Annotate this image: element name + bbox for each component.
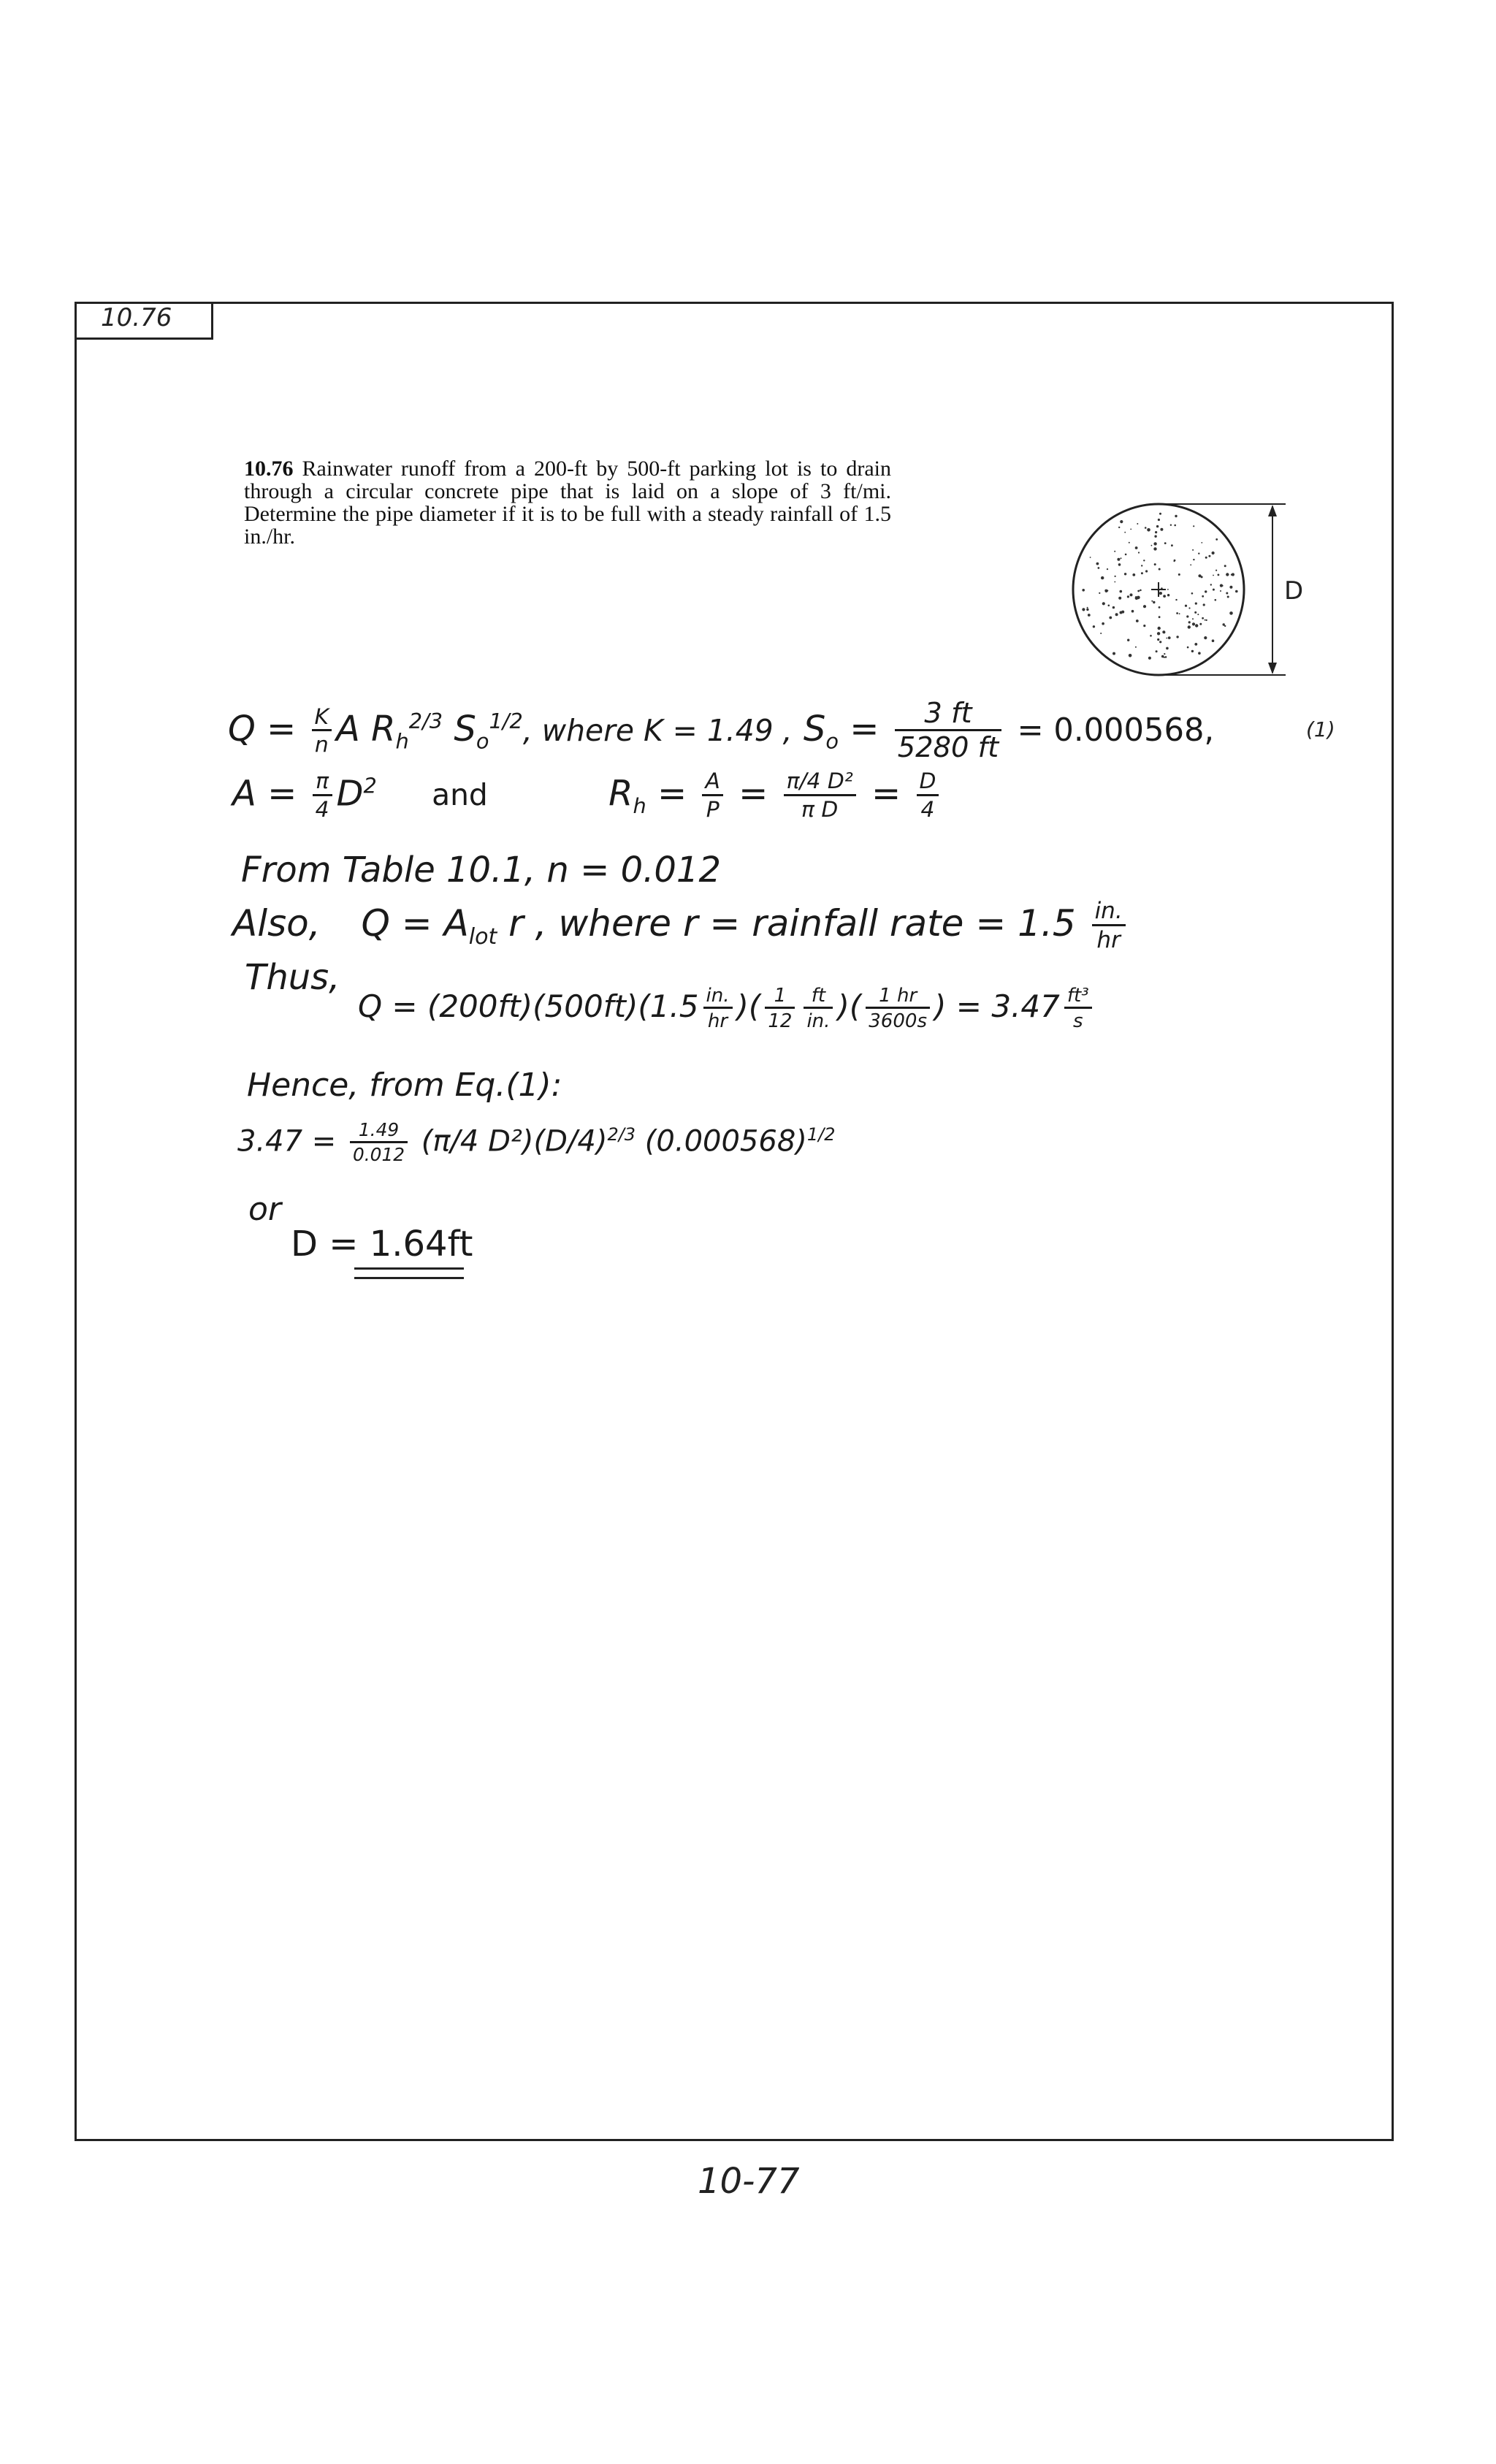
- problem-statement: [244, 457, 891, 548]
- r-den: s: [1064, 1007, 1092, 1031]
- speckle: [1213, 575, 1214, 576]
- speckle: [1229, 611, 1233, 615]
- final-answer: D = 1.64ft: [291, 1224, 473, 1265]
- speckle: [1102, 602, 1105, 605]
- equation-line-5: [358, 986, 1096, 1031]
- speckle: [1198, 574, 1201, 577]
- u2-den: 12: [765, 1007, 795, 1031]
- big-den: π D: [784, 794, 856, 821]
- speckle: [1129, 542, 1130, 543]
- speckle: [1102, 622, 1104, 625]
- speckle: [1188, 621, 1191, 623]
- speckle: [1187, 646, 1189, 649]
- speckle: [1218, 574, 1220, 576]
- speckle: [1082, 608, 1085, 611]
- speckle: [1120, 590, 1123, 593]
- speckle: [1188, 625, 1191, 628]
- speckle: [1151, 545, 1153, 546]
- speckle: [1194, 611, 1197, 614]
- speckle: [1199, 623, 1202, 625]
- speckle: [1143, 560, 1145, 561]
- paren-mid-1: )(: [736, 988, 761, 1025]
- c-den: 0.012: [350, 1141, 408, 1164]
- speckle: [1143, 605, 1146, 608]
- speckle: [1193, 559, 1194, 560]
- speckle: [1210, 584, 1212, 585]
- speckle: [1157, 632, 1160, 635]
- answer-double-underline: [354, 1267, 464, 1279]
- speckle: [1156, 525, 1159, 527]
- speckle: [1125, 554, 1127, 556]
- k-den: n: [312, 729, 332, 756]
- unit-num: in.: [1094, 898, 1123, 924]
- speckle: [1120, 520, 1123, 523]
- speckle: [1220, 590, 1221, 592]
- speckle: [1226, 592, 1228, 595]
- so-sub: o: [825, 728, 839, 754]
- speckle: [1114, 581, 1115, 583]
- speckle: [1127, 639, 1129, 641]
- rh2-sub: h: [633, 793, 646, 818]
- r-num: ft³: [1066, 985, 1089, 1007]
- speckle: [1159, 513, 1161, 515]
- speckle: [1153, 542, 1156, 545]
- speckle: [1198, 553, 1199, 554]
- speckle: [1164, 653, 1165, 655]
- paren-mid-2: )(: [837, 988, 862, 1025]
- r-where: r , where r = rainfall rate = 1.5: [508, 902, 1076, 945]
- speckle: [1198, 652, 1201, 655]
- speckle: [1096, 562, 1099, 565]
- d2: D: [336, 773, 364, 815]
- a-over-p: [702, 768, 722, 823]
- speckle: [1192, 549, 1194, 551]
- speckle: [1192, 618, 1194, 619]
- and-word: and: [432, 777, 488, 813]
- speckle: [1221, 585, 1223, 587]
- speckle: [1174, 525, 1176, 527]
- speckle: [1159, 592, 1162, 595]
- speckle: [1205, 619, 1206, 621]
- speckle: [1175, 515, 1177, 517]
- speckle: [1202, 595, 1204, 598]
- speckle: [1224, 625, 1226, 627]
- speckle: [1213, 589, 1215, 591]
- speckle: [1203, 603, 1205, 606]
- speckle: [1118, 597, 1121, 600]
- speckle: [1178, 573, 1180, 576]
- speckle: [1147, 528, 1150, 532]
- rh-lhs: R: [608, 773, 633, 815]
- speckle: [1191, 650, 1194, 652]
- flow-result: ) = 3.47: [934, 988, 1060, 1025]
- speckle: [1164, 542, 1167, 544]
- k-over-n: [312, 703, 332, 758]
- speckle: [1115, 613, 1118, 616]
- speckle: [1205, 590, 1207, 592]
- speckle: [1148, 657, 1151, 660]
- thus-word: Thus,: [245, 957, 340, 998]
- rh-sub: h: [395, 728, 409, 754]
- so-fraction: [895, 697, 1001, 765]
- speckle: [1124, 532, 1126, 533]
- speckle: [1087, 607, 1088, 609]
- speckle: [1208, 555, 1210, 557]
- speckle: [1113, 652, 1115, 655]
- u1-num: in.: [706, 985, 730, 1007]
- also-word: Also,: [232, 902, 321, 945]
- speckle: [1143, 625, 1145, 627]
- eq1: =: [657, 773, 687, 815]
- speckle: [1165, 656, 1167, 658]
- slope-term-exp: 1/2: [806, 1124, 836, 1145]
- or-word: or: [248, 1191, 282, 1228]
- speckle: [1212, 552, 1215, 554]
- c-num: 1.49: [358, 1119, 400, 1140]
- speckle: [1185, 605, 1187, 607]
- speckle: [1137, 523, 1138, 525]
- speckle: [1145, 527, 1147, 529]
- speckle: [1108, 605, 1110, 607]
- so-lhs: S: [803, 708, 826, 750]
- speckle: [1161, 655, 1164, 658]
- so-value: = 0.000568,: [1017, 712, 1215, 749]
- speckle: [1166, 638, 1167, 639]
- speckle: [1118, 563, 1121, 566]
- equation-line-3: From Table 10.1, n = 0.012: [241, 850, 721, 890]
- d-over-4: [917, 768, 939, 823]
- speckle: [1124, 573, 1126, 575]
- u1-den: hr: [703, 1007, 733, 1031]
- equation-line-1: [228, 697, 1215, 765]
- speckle: [1197, 614, 1199, 615]
- speckle: [1154, 563, 1156, 565]
- so-eq: =: [850, 708, 879, 750]
- speckle: [1156, 650, 1158, 652]
- speckle: [1176, 636, 1178, 638]
- speckle: [1118, 527, 1120, 528]
- speckle: [1113, 606, 1115, 609]
- speckle: [1167, 594, 1169, 596]
- speckle: [1227, 596, 1229, 598]
- speckle: [1192, 622, 1195, 625]
- q-eq-alot: Q = A: [361, 902, 469, 945]
- speckle: [1188, 607, 1190, 609]
- thus-word-line: [245, 957, 340, 998]
- speckle: [1175, 599, 1177, 600]
- speckle: [1204, 636, 1207, 639]
- speckle: [1137, 590, 1140, 592]
- pi4-den: 4: [313, 794, 332, 821]
- speckle: [1164, 631, 1166, 633]
- speckle: [1159, 641, 1161, 643]
- speckle: [1150, 635, 1152, 637]
- u4-num: 1 hr: [879, 985, 917, 1007]
- speckle: [1129, 654, 1132, 657]
- speckle: [1093, 625, 1095, 628]
- speckle: [1168, 636, 1171, 639]
- pi-over-4: [313, 768, 332, 823]
- eq3: =: [871, 773, 901, 815]
- speckle: [1130, 529, 1131, 530]
- a-rh: A R: [336, 708, 396, 750]
- speckle: [1090, 557, 1091, 558]
- dimension-label: D: [1284, 576, 1304, 606]
- speckle: [1174, 560, 1176, 562]
- u3-frac: [804, 986, 833, 1031]
- speckle: [1194, 643, 1197, 646]
- so-den: 5280 ft: [895, 729, 1001, 762]
- speckle: [1151, 600, 1153, 602]
- area-term: (π/4 D²): [421, 1124, 534, 1159]
- speckle: [1153, 601, 1155, 603]
- equation-ref-1: (1): [1306, 717, 1335, 741]
- speckle: [1205, 557, 1207, 559]
- dimension-arrow-top: [1268, 505, 1277, 516]
- speckle: [1109, 617, 1112, 619]
- speckle: [1216, 570, 1217, 571]
- ap-num: A: [705, 768, 720, 794]
- speckle: [1099, 592, 1100, 594]
- result-unit: [1064, 986, 1092, 1031]
- speckle: [1166, 647, 1169, 650]
- speckle: [1215, 599, 1217, 601]
- speckle: [1140, 590, 1142, 592]
- speckle: [1136, 619, 1139, 622]
- lot-sub: lot: [468, 924, 497, 950]
- flow-expr: Q = (200ft)(500ft)(1.5: [358, 988, 699, 1025]
- speckle: [1141, 565, 1142, 566]
- slope-term: (0.000568): [644, 1124, 807, 1159]
- speckle: [1130, 593, 1133, 596]
- speckle: [1127, 595, 1129, 598]
- speckle: [1100, 633, 1102, 634]
- ap-den: P: [702, 794, 722, 821]
- speckle: [1135, 646, 1137, 648]
- speckle: [1132, 573, 1135, 576]
- speckle: [1179, 613, 1180, 614]
- speckle: [1158, 627, 1161, 630]
- speckle: [1120, 611, 1123, 614]
- rh-term: (D/4): [533, 1124, 608, 1159]
- u1-frac: [703, 986, 733, 1031]
- rh-term-exp: 2/3: [607, 1124, 636, 1145]
- speckle: [1167, 589, 1169, 590]
- so-num: 3 ft: [924, 697, 972, 730]
- equation-line-6: Hence, from Eq.(1):: [247, 1067, 562, 1104]
- problem-text: Rainwater runoff from a 200-ft by 500-ft parking lot is to drain through a circular concrete pipe that is laid on a slope of 3 ft/mi. Determine the pipe diameter if it is to be full with a steady rainfall of 1.5 in./hr.: [244, 457, 891, 549]
- in-per-hr: [1092, 900, 1126, 952]
- speckle: [1145, 570, 1148, 572]
- d4-den: 4: [917, 794, 939, 821]
- speckle: [1086, 609, 1088, 611]
- s-sym: S: [454, 708, 476, 750]
- big-num: π/4 D²: [786, 768, 853, 794]
- speckle: [1131, 610, 1134, 613]
- u4-frac: [866, 986, 930, 1031]
- speckle: [1171, 544, 1173, 546]
- speckle: [1190, 564, 1191, 565]
- speckle: [1154, 535, 1156, 538]
- speckle: [1170, 525, 1172, 526]
- s-sub: o: [476, 728, 489, 754]
- speckle: [1216, 538, 1218, 541]
- page-number: 10-77: [698, 2161, 800, 2202]
- rh-exp: 2/3: [408, 708, 443, 733]
- speckle: [1195, 624, 1198, 627]
- d2-exp: 2: [363, 773, 377, 798]
- speckle: [1115, 576, 1116, 577]
- u2-num: 1: [774, 985, 787, 1007]
- area-over-perimeter: [784, 768, 856, 823]
- speckle: [1176, 612, 1178, 614]
- u2-frac: [765, 986, 795, 1031]
- equation-line-2: [232, 768, 943, 823]
- speckle: [1121, 557, 1122, 559]
- speckle: [1159, 616, 1161, 618]
- speckle: [1195, 603, 1197, 605]
- speckle: [1212, 639, 1215, 642]
- k-num: K: [314, 703, 329, 730]
- d4-num: D: [919, 768, 936, 794]
- problem-tag-label: 10.76: [101, 303, 172, 332]
- problem-tag: [75, 302, 213, 340]
- speckle: [1205, 619, 1207, 621]
- coef-frac: [350, 1121, 408, 1164]
- speckle: [1082, 589, 1085, 592]
- speckle: [1098, 567, 1100, 569]
- lhs-347: 3.47 =: [237, 1124, 337, 1159]
- speckle: [1107, 568, 1108, 570]
- speckle: [1101, 576, 1104, 579]
- speckle: [1224, 565, 1226, 567]
- speckle: [1160, 528, 1163, 531]
- u3-num: ft: [811, 985, 826, 1007]
- problem-number: 10.76: [244, 457, 294, 481]
- speckle: [1137, 596, 1140, 600]
- eq2: =: [739, 773, 768, 815]
- u4-den: 3600s: [866, 1007, 930, 1031]
- speckle: [1201, 542, 1202, 543]
- speckle: [1186, 615, 1188, 617]
- dimension-arrow-bottom: [1268, 663, 1277, 674]
- speckle: [1135, 546, 1138, 549]
- equation-line-7: [237, 1121, 836, 1164]
- u3-den: in.: [804, 1007, 833, 1031]
- speckle: [1155, 531, 1157, 533]
- speckle: [1117, 558, 1120, 561]
- speckle: [1141, 572, 1143, 574]
- speckle: [1159, 568, 1161, 571]
- speckle: [1229, 586, 1232, 589]
- pi4-num: π: [316, 768, 329, 794]
- q-lhs: Q =: [228, 708, 297, 750]
- speckle: [1158, 519, 1160, 521]
- speckle: [1159, 606, 1161, 609]
- speckle: [1226, 573, 1229, 576]
- speckle: [1231, 574, 1232, 576]
- speckle: [1153, 547, 1156, 550]
- s-exp: 1/2: [489, 708, 523, 733]
- equation-line-4: [232, 900, 1130, 952]
- speckle: [1138, 552, 1140, 553]
- speckle: [1157, 638, 1159, 641]
- pipe-cross-section-figure: [1066, 500, 1308, 683]
- speckle: [1191, 592, 1194, 595]
- speckle: [1235, 590, 1238, 593]
- a-lhs: A =: [232, 773, 297, 815]
- speckle: [1202, 617, 1204, 619]
- speckle: [1104, 590, 1107, 592]
- unit-den: hr: [1092, 924, 1126, 952]
- speckle: [1114, 551, 1115, 552]
- speckle: [1088, 614, 1091, 617]
- where-k: , where K = 1.49 ,: [522, 712, 793, 748]
- speckle: [1193, 525, 1194, 527]
- speckle: [1163, 595, 1166, 598]
